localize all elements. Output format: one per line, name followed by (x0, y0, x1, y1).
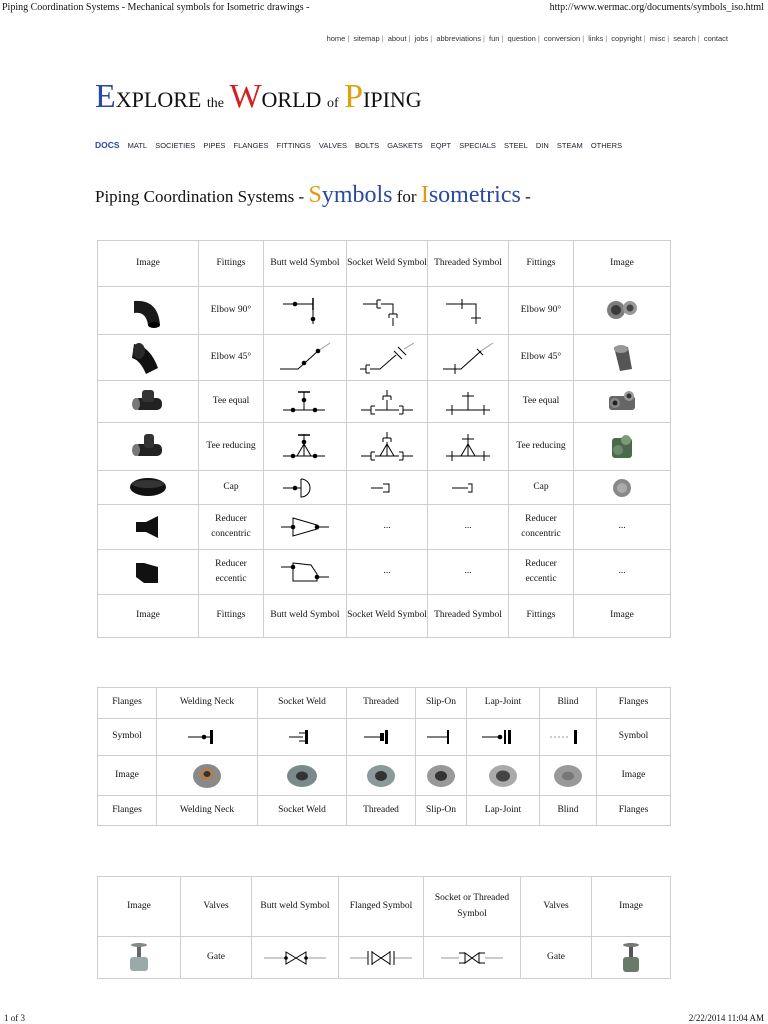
lap-joint-flange-symbol (467, 719, 540, 756)
redcon-th-symbol: ... (428, 505, 509, 550)
cap-forged-image-icon (607, 475, 637, 501)
title-s-rest: ymbols (321, 182, 393, 208)
reducer-eccentric-butt-weld-icon (275, 557, 335, 587)
tee-bw-symbol (264, 381, 347, 423)
tee-reducing-threaded-icon (438, 430, 498, 464)
welding-neck-flange-icon (182, 727, 232, 747)
teered-sw-symbol (347, 423, 428, 471)
gate-valve-image (98, 937, 181, 979)
lap-joint-footer: Lap-Joint (467, 796, 540, 826)
valves-header-flanged: Flanged Symbol (339, 877, 424, 937)
fitting-name: Elbow 90° (199, 287, 264, 335)
threaded-flange-image-icon (363, 761, 399, 791)
nav-misc[interactable]: misc (649, 34, 666, 43)
elbow90-threaded-icon (438, 294, 498, 328)
table-row (98, 550, 671, 595)
slip-on-flange-symbol (416, 719, 467, 756)
elbow90-image (98, 287, 199, 335)
welding-neck-symbol (157, 719, 258, 756)
title-dash: - (520, 187, 531, 206)
fitting-name-right: Elbow 90° (509, 287, 574, 335)
elbow90-socket-weld-icon (357, 294, 417, 328)
footer-butt-weld: Butt weld Symbol (264, 595, 347, 638)
page-number: 1 of 3 (4, 1013, 25, 1023)
title-i-cap: I (420, 182, 429, 208)
flanges-footer: Flanges (98, 796, 157, 826)
teered-bw-symbol (264, 423, 347, 471)
brand-of: of (326, 96, 339, 111)
fitting-name: Tee reducing (199, 423, 264, 471)
flanges-table (97, 687, 671, 826)
reducer-concentric-image-icon (128, 512, 168, 542)
cat-specials[interactable]: SPECIALS (459, 141, 496, 150)
valve-name: Gate (181, 937, 252, 979)
cat-docs[interactable]: DOCS (95, 140, 120, 150)
cat-din[interactable]: DIN (535, 141, 549, 150)
title-part1: Piping Coordination Systems - (95, 187, 309, 206)
fitting-name: Reducer eccentic (199, 550, 264, 595)
threaded-header: Threaded (347, 688, 416, 719)
socket-weld-flange-symbol (258, 719, 347, 756)
gate-valve-image-right (592, 937, 671, 979)
nav-links[interactable]: links (588, 34, 604, 43)
slip-on-flange-image-icon (423, 761, 459, 791)
teered-th-symbol (428, 423, 509, 471)
gate-valve-image-icon (124, 941, 154, 975)
elbow45-butt-weld-icon (274, 341, 336, 375)
lap-joint-flange-icon (478, 727, 528, 747)
gate-socket-symbol (424, 937, 521, 979)
fittings-footer-row (98, 595, 671, 638)
header-image-right: Image (574, 241, 671, 287)
cat-matl[interactable]: MATL (127, 141, 148, 150)
category-nav (95, 140, 628, 150)
cat-others[interactable]: OTHERS (590, 141, 623, 150)
valves-header-image: Image (98, 877, 181, 937)
blind-footer: Blind (540, 796, 597, 826)
tee-reducing-butt-weld-icon (275, 430, 335, 464)
nav-contact[interactable]: contact (703, 34, 728, 43)
brand-w: W (229, 78, 262, 115)
valve-name-right: Gate (521, 937, 592, 979)
valves-header-image-right: Image (592, 877, 671, 937)
table-row (98, 287, 671, 335)
cat-bolts[interactable]: BOLTS (355, 141, 380, 150)
header-image: Image (98, 241, 199, 287)
top-nav: home | sitemap | about | jobs | abbreviations | fun | question | conversion | links | copyright | misc | search | contact (326, 34, 728, 43)
elbow90-sw-image (574, 287, 671, 335)
cap-image (98, 471, 199, 505)
gate-bw-symbol (252, 937, 339, 979)
cap-image-icon (126, 475, 170, 501)
reducer-concentric-butt-weld-icon (275, 512, 335, 542)
elbow45-sw-image (574, 335, 671, 381)
tee-reducing-socket-weld-icon (357, 430, 417, 464)
slip-on-flange-icon (421, 727, 461, 747)
cap-sw-symbol (347, 471, 428, 505)
fitting-name-right: Reducer eccentic (509, 550, 574, 595)
redecc-bw-symbol (264, 550, 347, 595)
slip-on-header: Slip-On (416, 688, 467, 719)
flanges-header: Flanges (98, 688, 157, 719)
fitting-name: Cap (199, 471, 264, 505)
elbow90-sw-symbol (347, 287, 428, 335)
page-title (95, 182, 531, 209)
nav-conversion[interactable]: conversion (543, 34, 581, 43)
tee-image (98, 381, 199, 423)
blind-flange-image-icon (550, 761, 586, 791)
redecc-sw-symbol: ... (347, 550, 428, 595)
flanges-header-row (98, 688, 671, 719)
tee-socket-weld-icon (357, 386, 417, 418)
table-row (98, 335, 671, 381)
flanges-footer-row (98, 796, 671, 826)
title-s-cap: S (308, 182, 322, 208)
threaded-footer: Threaded (347, 796, 416, 826)
elbow45-threaded-icon (437, 341, 499, 375)
welding-neck-header: Welding Neck (157, 688, 258, 719)
cap-threaded-icon (438, 475, 498, 501)
gate-flanged-symbol (339, 937, 424, 979)
valves-table (97, 876, 671, 979)
elbow90-bw-image-icon (128, 293, 168, 329)
valves-header-butt-weld: Butt weld Symbol (252, 877, 339, 937)
redcon-sw-symbol: ... (347, 505, 428, 550)
title-for: for (392, 187, 421, 206)
cat-flanges[interactable]: FLANGES (233, 141, 269, 150)
threaded-flange-icon (356, 727, 406, 747)
tee-butt-weld-icon (275, 386, 335, 418)
welding-neck-footer: Welding Neck (157, 796, 258, 826)
cat-societies[interactable]: SOCIETIES (155, 141, 196, 150)
fitting-name: Elbow 45° (199, 335, 264, 381)
table-row (98, 423, 671, 471)
cap-bw-symbol (264, 471, 347, 505)
tee-sw-image (574, 381, 671, 423)
reducer-eccentric-image-icon (128, 557, 168, 587)
brand-xplore: XPLORE (115, 87, 202, 112)
symbol-label-right: Symbol (597, 719, 671, 756)
fitting-name-right: Elbow 45° (509, 335, 574, 381)
threaded-flange-symbol (347, 719, 416, 756)
flange-image-row (98, 756, 671, 796)
socket-weld-flange-icon (277, 727, 327, 747)
cap-sw-image (574, 471, 671, 505)
fitting-name-right: Tee equal (509, 381, 574, 423)
header-fittings-right: Fittings (509, 241, 574, 287)
blind-flange-symbol (540, 719, 597, 756)
gate-valve-butt-weld-icon (260, 948, 330, 968)
blind-header: Blind (540, 688, 597, 719)
blind-flange-image (540, 756, 597, 796)
print-header-url[interactable]: http://www.wermac.org/documents/symbols_iso.html (549, 2, 764, 13)
cat-gaskets[interactable]: GASKETS (387, 141, 423, 150)
nav-question[interactable]: question (507, 34, 536, 43)
table-row (98, 381, 671, 423)
header-butt-weld: Butt weld Symbol (264, 241, 347, 287)
site-brand[interactable] (95, 78, 422, 116)
lap-joint-flange-image (467, 756, 540, 796)
nav-copyright[interactable]: copyright (611, 34, 642, 43)
cat-fittings[interactable]: FITTINGS (276, 141, 311, 150)
redecc-image (98, 550, 199, 595)
cap-th-symbol (428, 471, 509, 505)
lap-joint-flange-image-icon (485, 761, 521, 791)
brand-iping: IPING (363, 87, 422, 112)
cat-steel[interactable]: STEEL (504, 141, 528, 150)
tee-th-symbol (428, 381, 509, 423)
slip-on-flange-image (416, 756, 467, 796)
header-fittings: Fittings (199, 241, 264, 287)
cap-butt-weld-icon (275, 475, 335, 501)
table-row (98, 471, 671, 505)
socket-weld-flange-image-icon (284, 761, 320, 791)
nav-about[interactable]: about (387, 34, 407, 43)
elbow45-image (98, 335, 199, 381)
fitting-name-right: Cap (509, 471, 574, 505)
socket-weld-header: Socket Weld (258, 688, 347, 719)
tee-threaded-icon (438, 386, 498, 418)
print-timestamp: 2/22/2014 11:04 AM (688, 1013, 764, 1023)
redecc-th-symbol: ... (428, 550, 509, 595)
elbow45-th-symbol (428, 335, 509, 381)
valves-header-valves-right: Valves (521, 877, 592, 937)
elbow45-socket-weld-icon (356, 341, 418, 375)
brand-e: E (95, 78, 116, 115)
nav-sitemap[interactable]: sitemap (353, 34, 380, 43)
tee-forged-image-icon (603, 386, 641, 418)
elbow90-th-symbol (428, 287, 509, 335)
fitting-name-right: Reducer concentric (509, 505, 574, 550)
teered-image (98, 423, 199, 471)
blind-flange-icon (546, 727, 590, 747)
footer-socket-weld: Socket Weld Symbol (347, 595, 428, 638)
valves-header-row (98, 877, 671, 937)
redcon-image (98, 505, 199, 550)
nav-search[interactable]: search (673, 34, 696, 43)
redcon-bw-symbol (264, 505, 347, 550)
fitting-name: Tee equal (199, 381, 264, 423)
valves-header-socket-threaded: Socket or Threaded Symbol (424, 877, 521, 937)
elbow45-bw-symbol (264, 335, 347, 381)
cap-socket-weld-icon (357, 475, 417, 501)
fitting-name-right: Tee reducing (509, 423, 574, 471)
footer-fittings: Fittings (199, 595, 264, 638)
elbow45-forged-image-icon (604, 341, 640, 375)
slip-on-footer: Slip-On (416, 796, 467, 826)
print-header-title: Piping Coordination Systems - Mechanical symbols for Isometric drawings - (2, 2, 310, 13)
fittings-table (97, 240, 671, 638)
flanges-footer-right: Flanges (597, 796, 671, 826)
footer-threaded: Threaded Symbol (428, 595, 509, 638)
redcon-sw-image: ... (574, 505, 671, 550)
welding-neck-flange-image-icon (189, 761, 225, 791)
brand-p: P (344, 78, 364, 115)
table-row (98, 505, 671, 550)
image-label-right: Image (597, 756, 671, 796)
gate-valve-socket-threaded-icon (437, 948, 507, 968)
cat-steam[interactable]: STEAM (556, 141, 583, 150)
lap-joint-header: Lap-Joint (467, 688, 540, 719)
footer-fittings-right: Fittings (509, 595, 574, 638)
footer-image: Image (98, 595, 199, 638)
header-threaded: Threaded Symbol (428, 241, 509, 287)
symbol-label: Symbol (98, 719, 157, 756)
socket-weld-flange-image (258, 756, 347, 796)
flange-symbol-row (98, 719, 671, 756)
elbow45-sw-symbol (347, 335, 428, 381)
brand-the: the (206, 96, 224, 111)
tee-sw-symbol (347, 381, 428, 423)
gate-valve-forged-image-icon (616, 941, 646, 975)
redecc-sw-image: ... (574, 550, 671, 595)
tee-reducing-image-icon (128, 430, 168, 464)
gate-valve-flanged-icon (346, 948, 416, 968)
welding-neck-image (157, 756, 258, 796)
fittings-header-row (98, 241, 671, 287)
flanges-header-right: Flanges (597, 688, 671, 719)
cat-pipes[interactable]: PIPES (203, 141, 226, 150)
socket-weld-footer: Socket Weld (258, 796, 347, 826)
brand-orld: ORLD (261, 87, 322, 112)
tee-reducing-forged-image-icon (604, 430, 640, 464)
header-socket-weld: Socket Weld Symbol (347, 241, 428, 287)
elbow90-butt-weld-icon (275, 294, 335, 328)
title-i-rest: sometrics (428, 182, 521, 208)
fitting-name: Reducer concentric (199, 505, 264, 550)
footer-image-right: Image (574, 595, 671, 638)
cat-eqpt[interactable]: EQPT (430, 141, 452, 150)
nav-home[interactable]: home (326, 34, 346, 43)
elbow90-forged-image-icon (604, 294, 640, 328)
tee-image-icon (128, 386, 168, 418)
teered-sw-image (574, 423, 671, 471)
image-label: Image (98, 756, 157, 796)
nav-jobs[interactable]: jobs (414, 34, 429, 43)
threaded-flange-image (347, 756, 416, 796)
elbow45-image-icon (128, 340, 168, 376)
cat-valves[interactable]: VALVES (318, 141, 347, 150)
nav-abbreviations[interactable]: abbreviations (436, 34, 481, 43)
nav-fun[interactable]: fun (489, 34, 500, 43)
table-row (98, 937, 671, 979)
valves-header-valves: Valves (181, 877, 252, 937)
elbow90-bw-symbol (264, 287, 347, 335)
